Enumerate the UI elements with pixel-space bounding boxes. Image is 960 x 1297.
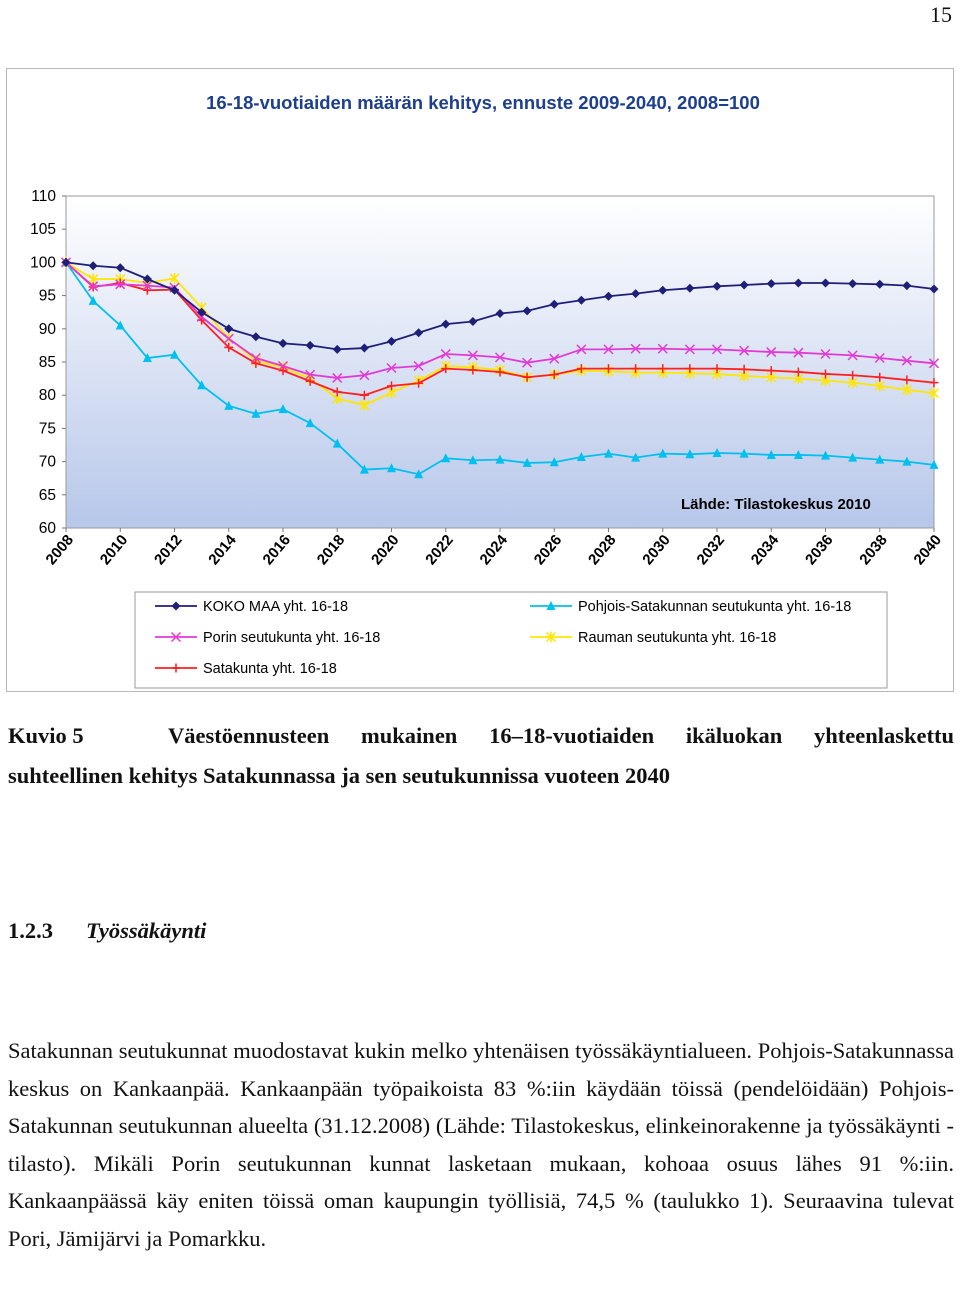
- legend-label: KOKO MAA yht. 16-18: [203, 599, 349, 615]
- x-tick-label: 2008: [42, 531, 78, 569]
- x-tick-label: 2034: [747, 531, 783, 569]
- y-tick-label: 65: [38, 486, 56, 504]
- source-note: Lähde: Tilastokeskus 2010: [681, 496, 871, 513]
- x-tick-label: 2038: [856, 531, 891, 569]
- section-number: 1.2.3: [8, 918, 53, 943]
- y-tick-label: 90: [38, 320, 56, 338]
- chart-figure: [6, 68, 954, 692]
- x-tick-label: 2040: [910, 531, 946, 569]
- x-tick-label: 2032: [693, 531, 729, 569]
- y-tick-label: 70: [38, 453, 56, 471]
- figure-caption: [8, 716, 954, 795]
- legend-label: Pohjois-Satakunnan seutukunta yht. 16-18: [578, 599, 852, 615]
- y-tick-label: 110: [31, 188, 56, 205]
- x-tick-label: 2028: [585, 531, 620, 569]
- figure-label: Kuvio 5: [8, 723, 84, 748]
- y-tick-label: 80: [38, 387, 56, 405]
- y-tick-label: 85: [38, 354, 56, 371]
- x-tick-label: 2010: [96, 531, 132, 569]
- y-tick-label: 105: [30, 221, 56, 239]
- figure-caption-text: Väestöennusteen mukainen 16–18-vuotiaiden ikäluokan yhteenlaskettu suhteellinen kehitys Satakunnassa ja sen seutukunnissa vuoteen 2040: [8, 723, 954, 788]
- legend-item: [530, 599, 851, 615]
- x-tick-label: 2016: [259, 531, 295, 569]
- y-tick-label: 100: [30, 254, 56, 272]
- x-tick-label: 2018: [313, 531, 349, 569]
- x-tick-label: 2036: [802, 531, 837, 569]
- x-tick-label: 2024: [476, 531, 512, 569]
- x-tick-label: 2020: [368, 531, 403, 569]
- line-chart: [7, 69, 955, 693]
- plot-area: [66, 196, 934, 528]
- section-heading: [8, 918, 206, 944]
- section-title: Työssäkäynti: [86, 918, 207, 943]
- body-paragraph: Satakunnan seutukunnat muodostavat kukin melko yhtenäisen työssäkäyntialueen. Pohjois-Satakunnassa keskus on Kankaanpää. Kankaanpään työpaikoista 83 %:iin käydään töissä (pendelöidään) Pohjois-Satakunnan seutukunnan alueelta (31.12.2008) (Lähde: Tilastokeskus, elinkeinorakenne ja työssäkäynti -tilasto). Mikäli Porin seutukunnan kunnat lasketaan mukaan, kohoaa osuus lähes 91 %:iin. Kankaanpäässä käy eniten töissä oman kaupungin työllisiä, 74,5 % (taulukko 1). Seuraavina tulevat Pori, Jämijärvi ja Pomarkku.: [8, 1038, 954, 1251]
- y-tick-label: 95: [38, 287, 56, 305]
- legend-label: Rauman seutukunta yht. 16-18: [578, 630, 777, 646]
- x-tick-label: 2014: [205, 531, 240, 569]
- legend-label: Satakunta yht. 16-18: [203, 661, 337, 677]
- y-tick-label: 60: [38, 520, 56, 537]
- x-tick-label: 2030: [639, 531, 674, 569]
- legend-label: Porin seutukunta yht. 16-18: [203, 630, 381, 646]
- x-tick-label: 2022: [422, 531, 457, 569]
- page-number: 15: [930, 2, 952, 27]
- chart-title: 16-18-vuotiaiden määrän kehitys, ennuste 2009-2040, 2008=100: [206, 92, 760, 113]
- x-tick-label: 2012: [151, 531, 186, 569]
- x-tick-label: 2026: [530, 531, 566, 569]
- y-tick-label: 75: [38, 420, 56, 438]
